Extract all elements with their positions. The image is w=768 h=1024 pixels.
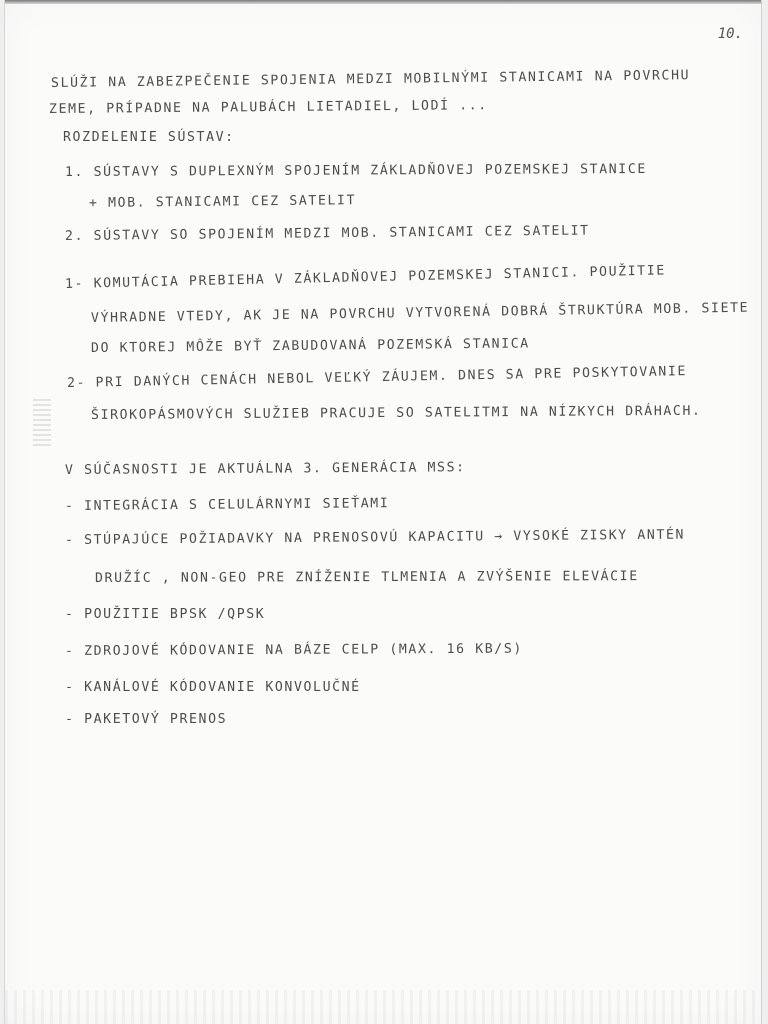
generation-heading: V SÚČASNOSTI JE AKTUÁLNA 3. GENERÁCIA MSS:	[64, 460, 466, 478]
generation-item: - INTEGRÁCIA S CELULÁRNYMI SIEŤAMI	[64, 496, 390, 514]
generation-item: DRUŽÍC , NON-GEO PRE ZNÍŽENIE TLMENIA A ZVÝŠENIE ELEVÁCIE	[94, 569, 639, 586]
generation-item: - STÚPAJÚCE POŽIADAVKY NA PRENOSOVÚ KAPACITU → VYSOKÉ ZISKY ANTÉN	[64, 527, 686, 548]
generation-item: - PAKETOVÝ PRENOS	[65, 712, 228, 727]
note-line: 2- PRI DANÝCH CENÁCH NEBOL VEĽKÝ ZÁUJEM. DNES SA PRE POSKYTOVANIE	[66, 364, 688, 391]
note-line: VÝHRADNE VTEDY, AK JE NA POVRCHU VYTVORENÁ DOBRÁ ŠTRUKTÚRA MOB. SIETE	[90, 300, 750, 326]
note-line: 1- KOMUTÁCIA PREBIEHA V ZÁKLADŇOVEJ POZEMSKEJ STANICI. POUŽITIE	[64, 263, 667, 292]
note-line: ŠIROKOPÁSMOVÝCH SLUŽIEB PRACUJE SO SATELITMI NA NÍZKYCH DRÁHACH.	[90, 403, 702, 423]
generation-item: - POUŽITIE BPSK /QPSK	[65, 607, 266, 622]
generation-item: - KANÁLOVÉ KÓDOVANIE KONVOLUČNÉ	[65, 680, 361, 695]
division-item: + MOB. STANICAMI CEZ SATELIT	[88, 193, 357, 211]
scan-bottom-noise	[5, 990, 761, 1024]
page-number: 10.	[717, 26, 743, 42]
intro-line: ZEME, PRÍPADNE NA PALUBÁCH LIETADIEL, LODÍ ...	[48, 98, 488, 117]
division-item: 2. SÚSTAVY SO SPOJENÍM MEDZI MOB. STANICAMI CEZ SATELIT	[64, 223, 590, 244]
intro-line: SLÚŽI NA ZABEZPEČENIE SPOJENIA MEDZI MOBILNÝMI STANICAMI NA POVRCHU	[50, 68, 691, 91]
scanned-page	[4, 0, 762, 1024]
division-heading: ROZDELENIE SÚSTAV:	[63, 130, 235, 145]
note-line: DO KTOREJ MÔŽE BYŤ ZABUDOVANÁ POZEMSKÁ STANICA	[90, 336, 530, 356]
scan-top-edge	[5, 0, 761, 4]
division-item: 1. SÚSTAVY S DUPLEXNÝM SPOJENÍM ZÁKLADŇOVEJ POZEMSKEJ STANICE	[64, 161, 647, 180]
generation-item: - ZDROJOVÉ KÓDOVANIE NA BÁZE CELP (MAX. 16 KB/S)	[64, 641, 523, 659]
scan-smudge	[33, 398, 51, 446]
